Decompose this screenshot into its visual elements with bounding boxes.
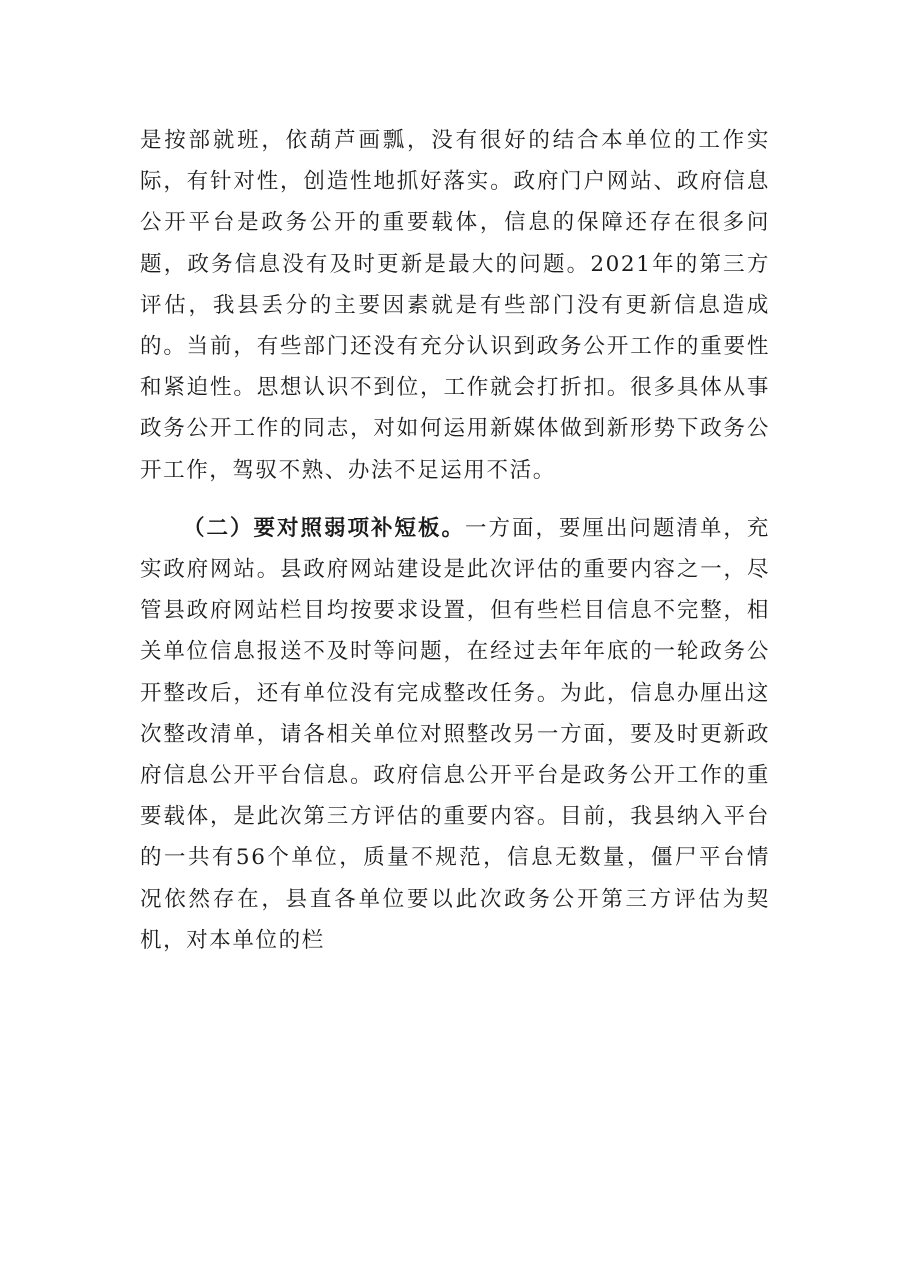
paragraph-1: [140, 120, 770, 491]
paragraph-1-text: 是按部就班，依葫芦画瓢，没有很好的结合本单位的工作实际，有针对性，创造性地抓好落实。政府门户网站、政府信息公开平台是政务公开的重要载体，信息的保障还存在很多问题，政务信息没有及时更新是最大的问题。2021年的第三方评估，我县丢分的主要因素就是有些部门没有更新信息造成的。当前，有些部门还没有充分认识到政务公开工作的重要性和紧迫性。思想认识不到位，工作就会打折扣。很多具体从事政务公开工作的同志，对如何运用新媒体做到新形势下政务公开工作，驾驭不熟、办法不足运用不活。: [140, 128, 770, 483]
paragraph-2-text: 一方面，要厘出问题清单，充实政府网站。县政府网站建设是此次评估的重要内容之一，尽管县政府网站栏目均按要求设置，但有些栏目信息不完整，相关单位信息报送不及时等问题，在经过去年年底的一轮政务公开整改后，还有单位没有完成整改任务。为此，信息办厘出这次整改清单，请各相关单位对照整改另一方面，要及时更新政府信息公开平台信息。政府信息公开平台是政务公开工作的重要载体，是此次第三方评估的重要内容。目前，我县纳入平台的一共有56个单位，质量不规范，信息无数量，僵尸平台情况依然存在，县直各单位要以此次政务公开第三方评估为契机，对本单位的栏: [140, 515, 770, 953]
document-body: [140, 120, 770, 961]
paragraph-2: [140, 508, 770, 961]
section-heading: （二）要对照弱项补短板。: [183, 515, 465, 541]
